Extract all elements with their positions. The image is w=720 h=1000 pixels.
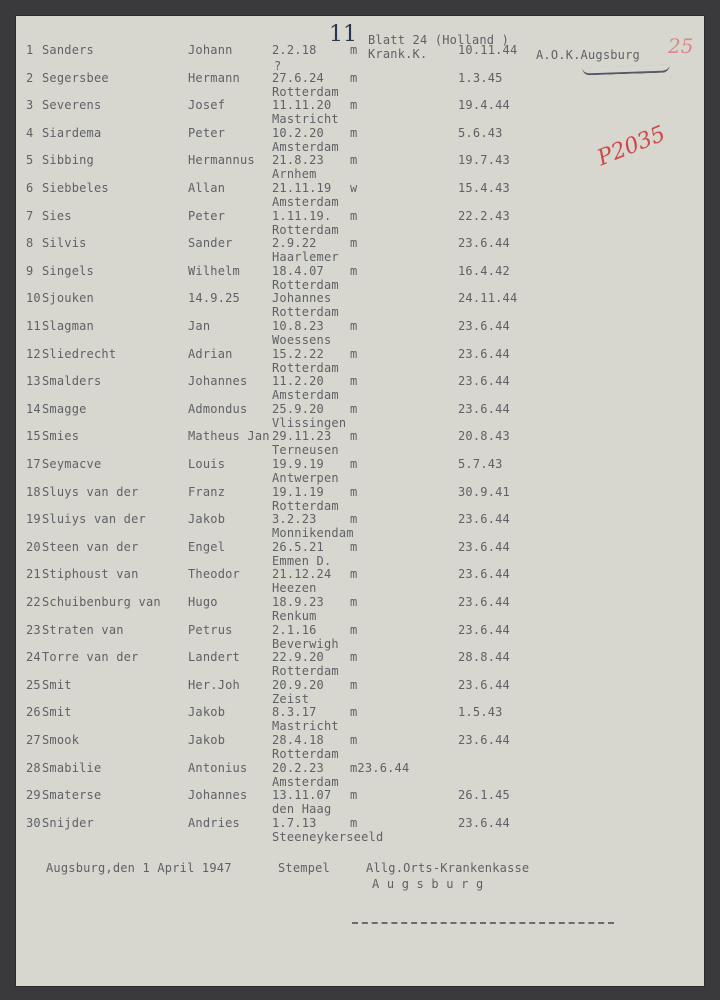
row-number: 8 [26,236,34,251]
birth-date: 2.2.18 [272,43,317,57]
table-row [16,430,704,458]
table-row [16,624,704,652]
first-name: Jakob [188,733,226,747]
table-row [16,44,704,72]
surname: Steen van der [42,539,139,554]
first-name: Matheus Jan [188,429,270,444]
birth-place: den Haag [272,802,332,817]
first-name: Peter [188,125,226,140]
row-number: 18 [26,484,41,499]
first-name: Hugo [188,595,218,609]
entry-date: 23.6.44 [458,319,510,333]
entry-date: 10.11.44 [458,43,518,57]
table-row [16,706,704,734]
footer-place-date: Augsburg,den 1 April 1947 [46,861,232,875]
entry-date: 23.6.44 [458,815,510,830]
surname: Smit [42,677,72,692]
birth-place: Terneusen [272,443,339,458]
birth-place: Amsterdam [272,139,339,154]
sex: m [350,374,358,389]
entry-date: 30.9.41 [458,484,510,499]
row-number: 3 [26,98,34,113]
surname: Snijder [42,815,94,830]
birth-place: Vlissingen [272,415,347,430]
sex: m [350,677,358,692]
first-name: Johannes [188,374,248,389]
entry-date: 5.7.43 [458,457,503,471]
sex: m [350,788,358,803]
table-row [16,237,704,265]
entry-date: 22.2.43 [458,208,510,223]
birth-date: 21.12.24 [272,567,332,582]
table-row [16,403,704,431]
sex: m23.6.44 [350,760,410,775]
sex: m [350,484,358,499]
row-number: 23 [26,622,41,637]
signature-line [352,922,614,924]
birth-place: Mastricht [272,719,339,734]
surname: Smalders [42,374,102,389]
table-row [16,458,704,486]
surname: Sliedrecht [42,346,117,361]
entry-date: 19.7.43 [458,153,510,168]
table-row [16,348,704,376]
row-number: 9 [26,263,34,278]
sex: m [350,153,358,168]
table-row [16,265,704,293]
birth-place: Amsterdam [272,195,339,209]
sex: m [350,457,358,471]
surname: Schuibenburg van [42,595,161,609]
entry-date: 23.6.44 [458,401,510,416]
surname: Smagge [42,401,87,416]
entry-date: 23.6.44 [458,346,510,361]
birth-date: 15.2.22 [272,346,324,361]
first-row-mark: ? [274,59,282,73]
surname: Smabilie [42,760,102,775]
birth-date: 3.2.23 [272,512,317,527]
birth-date: 8.3.17 [272,705,317,720]
entry-date: 23.6.44 [458,374,510,389]
birth-place: Antwerpen [272,471,339,485]
table-row [16,127,704,155]
birth-date: 1.11.19. [272,208,332,223]
sex: m [350,705,358,720]
row-number: 6 [26,181,34,195]
birth-place: Monnikendam [272,526,354,541]
birth-date: 29.11.23 [272,429,332,444]
birth-place: Rotterdam [272,360,339,375]
table-row [16,99,704,127]
row-number: 5 [26,153,34,168]
birth-place: Arnhem [272,167,317,182]
birth-date: 20.9.20 [272,677,324,692]
first-name: Petrus [188,622,233,637]
first-name: Landert [188,650,240,665]
surname: Sjouken [42,291,94,306]
birth-place: Rotterdam [272,498,339,513]
birth-date: 28.4.18 [272,733,324,747]
surname: Seymacve [42,457,102,471]
surname: Sibbing [42,153,94,168]
row-number: 24 [26,650,41,665]
entry-date: 23.6.44 [458,595,510,609]
table-row [16,789,704,817]
table-row [16,292,704,320]
row-number: 4 [26,125,34,140]
table-row [16,762,704,790]
sex: m [350,401,358,416]
first-name: 14.9.25 [188,291,240,306]
footer-insurer: Allg.Orts-Krankenkasse [366,861,530,875]
row-number: 19 [26,512,41,527]
first-name: Admondus [188,401,248,416]
first-name: Jan [188,319,211,333]
entry-date: 1.3.45 [458,70,503,85]
first-name: Wilhelm [188,263,240,278]
surname: Segersbee [42,70,109,85]
birth-place: Rotterdam [272,84,339,99]
entry-date: 23.6.44 [458,236,510,251]
birth-date: 26.5.21 [272,539,324,554]
birth-date: 22.9.20 [272,650,324,665]
row-number: 1 [26,43,34,57]
birth-place: Zeist [272,691,310,706]
surname: Sluys van der [42,484,139,499]
surname: Sanders [42,43,94,57]
sex: m [350,622,358,637]
table-row [16,651,704,679]
handwritten-page-number: 11 [329,22,357,47]
row-number: 13 [26,374,41,389]
table-row [16,568,704,596]
row-number: 15 [26,429,41,444]
row-number: 26 [26,705,41,720]
birth-place: Woessens [272,333,332,347]
sex: w [350,181,358,195]
agency-label: A.O.K.Augsburg [536,48,640,62]
red-stamp-number: P2035 [594,121,670,172]
first-name: Johannes [188,788,248,803]
sex: m [350,70,358,85]
first-name: Sander [188,236,233,251]
birth-place: Rotterdam [272,747,339,761]
birth-date: 13.11.07 [272,788,332,803]
birth-date: 18.4.07 [272,263,324,278]
birth-place: Haarlemer [272,250,339,265]
birth-place: Heezen [272,581,317,596]
first-name: Allan [188,181,226,195]
sex: m [350,43,358,57]
sex: m [350,567,358,582]
surname: Smit [42,705,72,720]
sex: m [350,319,358,333]
birth-place: Rotterdam [272,305,339,320]
birth-date: 10.2.20 [272,125,324,140]
table-row [16,72,704,100]
entry-date: 20.8.43 [458,429,510,444]
row-number: 20 [26,539,41,554]
table-row [16,541,704,569]
birth-place: Renkum [272,609,317,623]
surname: Sies [42,208,72,223]
birth-date: 19.1.19 [272,484,324,499]
first-name: Antonius [188,760,248,775]
birth-place: Rotterdam [272,664,339,679]
surname: Siebbeles [42,181,109,195]
first-name: Her.Joh [188,677,240,692]
first-name: Jakob [188,705,226,720]
birth-place: Beverwigh [272,636,339,651]
row-number: 14 [26,401,41,416]
birth-place: Steeneykerseeld [272,829,384,844]
sex: m [350,208,358,223]
row-number: 25 [26,677,41,692]
red-page-number: 25 [668,34,694,58]
birth-date: Johannes [272,291,332,306]
surname: Smook [42,733,80,747]
surname: Silvis [42,236,87,251]
row-number: 21 [26,567,41,582]
table-row [16,210,704,238]
entry-date: 23.6.44 [458,622,510,637]
first-name: Adrian [188,346,233,361]
birth-date: 11.11.20 [272,98,332,113]
table-row [16,154,704,182]
row-number: 12 [26,346,41,361]
sex: m [350,815,358,830]
birth-place: Emmen D. [272,553,332,568]
surname: Slagman [42,319,94,333]
birth-date: 20.2.23 [272,760,324,775]
birth-date: 27.6.24 [272,70,324,85]
surname: Singels [42,263,94,278]
entry-date: 23.6.44 [458,512,510,527]
surname: Severens [42,98,102,113]
sex: m [350,429,358,444]
first-name: Peter [188,208,226,223]
surname: Stiphoust van [42,567,139,582]
row-number: 10 [26,291,41,306]
birth-date: 10.8.23 [272,319,324,333]
entry-date: 16.4.42 [458,263,510,278]
entry-date: 23.6.44 [458,567,510,582]
row-number: 2 [26,70,34,85]
first-name: Hermannus [188,153,255,168]
surname: Siardema [42,125,102,140]
sex: m [350,98,358,113]
sex: m [350,236,358,251]
first-name: Josef [188,98,226,113]
birth-date: 1.7.13 [272,815,317,830]
footer-stamp-label: Stempel [278,861,330,875]
surname: Smaterse [42,788,102,803]
row-number: 28 [26,760,41,775]
table-row [16,817,704,845]
row-number: 17 [26,457,41,471]
row-number: 11 [26,319,41,333]
entry-date: 1.5.43 [458,705,503,720]
first-name: Theodor [188,567,240,582]
birth-place: Mastricht [272,112,339,127]
first-name: Johann [188,43,233,57]
sex: m [350,650,358,665]
birth-place: Rotterdam [272,277,339,292]
first-name: Jakob [188,512,226,527]
table-row [16,320,704,348]
table-row [16,596,704,624]
row-number: 22 [26,595,41,609]
surname: Sluiys van der [42,512,146,527]
first-name: Andries [188,815,240,830]
birth-date: 11.2.20 [272,374,324,389]
birth-date: 2.1.16 [272,622,317,637]
sex: m [350,539,358,554]
birth-place: Amsterdam [272,388,339,403]
birth-place: Amsterdam [272,774,339,789]
birth-date: 25.9.20 [272,401,324,416]
first-name: Franz [188,484,226,499]
sex: m [350,125,358,140]
row-number: 29 [26,788,41,803]
row-number: 27 [26,733,41,747]
entry-date: 24.11.44 [458,291,518,306]
entry-date: 23.6.44 [458,677,510,692]
sex: m [350,733,358,747]
birth-date: 18.9.23 [272,595,324,609]
first-name: Engel [188,539,226,554]
sex: m [350,263,358,278]
surname: Straten van [42,622,124,637]
birth-date: 21.8.23 [272,153,324,168]
sex: m [350,595,358,609]
entry-date: 28.8.44 [458,650,510,665]
entry-date: 26.1.45 [458,788,510,803]
table-row [16,513,704,541]
sex: m [350,512,358,527]
table-row [16,486,704,514]
table-row [16,375,704,403]
entry-date: 15.4.43 [458,181,510,195]
footer-insurer-city: A u g s b u r g [372,877,484,891]
table-row [16,182,704,210]
sex: m [350,346,358,361]
row-number: 7 [26,208,34,223]
surname: Torre van der [42,650,139,665]
first-name: Louis [188,457,226,471]
sheet-label: Blatt 24 (Holland ) [368,33,510,47]
first-row-extra: Krank.K. [368,47,428,61]
entry-date: 23.6.44 [458,539,510,554]
entry-date: 5.6.43 [458,125,503,140]
row-number: 30 [26,815,41,830]
birth-date: 21.11.19 [272,181,332,195]
table-row [16,679,704,707]
birth-date: 19.9.19 [272,457,324,471]
birth-place: Rotterdam [272,222,339,237]
first-name: Hermann [188,70,240,85]
entry-date: 19.4.44 [458,98,510,113]
birth-date: 2.9.22 [272,236,317,251]
entry-date: 23.6.44 [458,733,510,747]
document-sheet [16,16,704,986]
table-row [16,734,704,762]
surname: Smies [42,429,80,444]
